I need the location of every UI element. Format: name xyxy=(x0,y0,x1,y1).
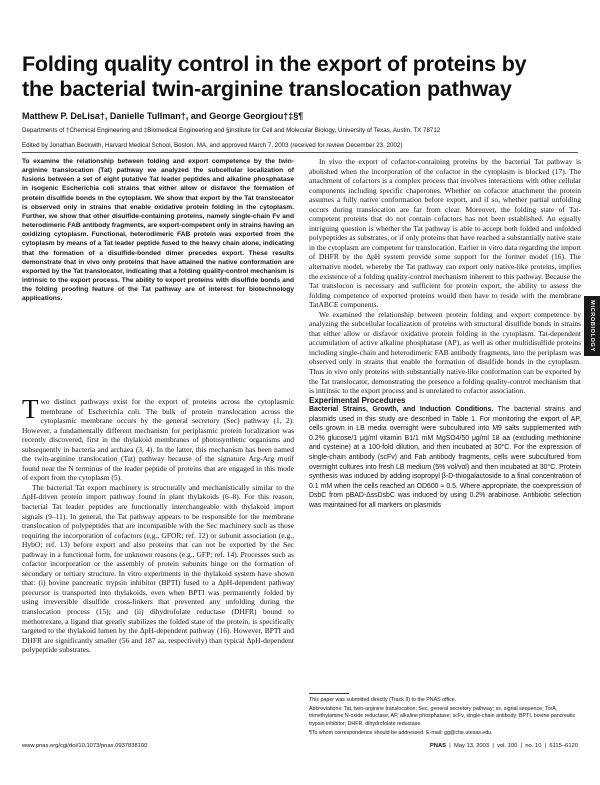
issue-date: May 13, 2003 xyxy=(453,743,490,749)
edited-by-line: Edited by Jonathan Beckwith, Harvard Medical School, Boston, MA, and approved March 7, 2003 (received for review December 23, 2002) xyxy=(22,142,403,149)
header-divider xyxy=(22,152,578,153)
methods-paragraph xyxy=(309,405,581,510)
footnote-direct-submission: This paper was submitted directly (Track II) to the PNAS office. xyxy=(309,697,457,703)
intro-paragraph-2: The bacterial Tat export machinery is structurally and mechanistically similar to the ΔpH-driven protein import pathway found in plant thylakoids (6–8). For this reason, bacterial Tat leader peptides are functionally interchangeable with thylakoid import signals (9–11). In general, the Tat pathway appears to be responsible for the membrane translocation of polypeptides that are incompatible with the Sec machinery such as those requiring the incorporation of cofactors (e.g., GFOR; ref. 12) or subunit association (e.g., HybO; ref. 13) before export and also proteins that can not be exported by the Sec pathway in a functional form, for unknown reasons (e.g., GFP; ref. 14). Processes such as cofactor incorporation or the assembly of protein subunits hinge on the formation of secondary or tertiary structure. In vitro experiments in the thylakoid system have shown that: (i) bovine pancreatic trypsin inhibitor (BPTI) fused to a ΔpH-dependent pathway precursor is transported into thylakoids, even when BPTI was permanently folded by using irreversible disulfide cross-linkers that prevented any unfolding during the translocation process (15); and (ii) dihydrofolate reductase (DHFR) bound to methotrexate, a ligand that greatly stabilizes the folded state of the protein, is specifically targeted to the thylakoid lumen by the ΔpH-dependent pathway (16). However, BPTI and DHFR are significantly smaller (56 and 187 aa, respectively) than typical ΔpH-dependent polypeptide substrates. xyxy=(22,482,294,655)
drop-cap: T xyxy=(22,394,39,424)
methods-run-in-heading: Bacterial Strains, Growth, and Induction Conditions. xyxy=(309,406,494,414)
footnotes xyxy=(309,697,581,739)
methods-text: The bacterial strains and plasmids used in this study are described in Table 1. For monitoring the export of AP, cells grown in LB media overnight were subcultured into M9 salts supplemented with 0.2% glucose/1 μg/ml vitamin B1/1 mM MgSO4/50 μg/ml 18 aa (excluding methionine and cysteine) at a 100-fold dilution, and then incubated at 30°C. For the expression of single-chain antibody (scFv) and Fab antibody fragments, cells were subcultured from overnight cultures into fresh LB medium (5% vol/vol) and then incubated at 30°C. Protein synthesis was induced by adding isopropyl β-D-thiogalactoside to a final concentration of 0.1 mM when the cells reached an OD600 ≈ 0.5. Where appropriate, the coexpression of DsbC from pBAD-ΔssDsbC was induced by using 0.2% arabinose. Antibiotic selection was maintained for all markers on plasmids xyxy=(309,406,581,509)
volume: vol. 100 xyxy=(497,743,518,749)
article-title: Folding quality control in the export of proteins by the bacterial twin-arginine translocation pathway xyxy=(22,52,527,101)
footnote-abbreviations: Abbreviations: Tat, twin-arginine translocation; Sec, general secretory pathway; ss, signal sequence; TorA, trimethylamine N-oxide reductase; AP, alkaline phosphatase; scFv, single-chain antibody; BPTI, bovine pancreatic trypsin inhibitor; DHFR, dihydrofolate reductase. xyxy=(309,706,576,727)
section-side-tab xyxy=(584,296,600,356)
intro-paragraph-4: We examined the relationship between protein folding and export competence by analyzing the subcellular localization of proteins with structural disulfide bonds in strains that either allow or disfavor oxidative protein folding in the cytoplasm. Tat-dependent accumulation of active alkaline phosphatase (AP), as well as other multidisulfide proteins including single-chain and heterodimeric FAB antibody fragments, into the periplasm was observed only in strains that enable the formation of disulfide bonds in the cytoplasm. Thus in vivo only proteins with substantially native-like conformation can be exported by the Tat translocator, demonstrating the presence a folding quality-control mechanism that is intrinsic to the export process and is unrelated to cofactor association. xyxy=(309,309,581,396)
page-range: 6115–6120 xyxy=(549,743,578,749)
doi-link[interactable]: www.pnas.org/cgi/doi/10.1073/pnas.0937838100 xyxy=(22,743,148,749)
section-heading: Experimental Procedures xyxy=(309,395,406,405)
issue-number: no. 10 xyxy=(525,743,542,749)
left-column-body xyxy=(22,394,294,655)
affiliations: Departments of †Chemical Engineering and ‡Biomedical Engineering and §Institute for Cell and Molecular Biology, University of Texas, Austin, TX 78712 xyxy=(22,127,441,134)
intro-paragraph-1-text: wo distinct pathways exist for the export of proteins across the cytoplasmic membrane of Escherichia coli. The bulk of protein translocation across the cytoplasmic membrane occurs by the general secretory (Sec) pathway (1, 2). However, a fundamentally different mechanism for periplasmic protein localization was recently discovered, first in the thylakoid membranes of photosynthetic organisms and subsequently in bacteria and archaea (3, 4). In the latter, this mechanism has been named the twin-arginine translocation (Tat) pathway because of the signature Arg-Arg motif found near the N terminus of the leader peptide of proteins that are engaged in this mode of export from the cytoplasm (5). xyxy=(22,397,294,483)
side-tab-label: MICROBIOLOGY xyxy=(589,300,595,352)
intro-paragraph-1 xyxy=(22,394,294,483)
intro-paragraph-3: In vivo the export of cofactor-containing proteins by the bacterial Tat pathway is abolished when the incorporation of the cofactor in the cytoplasm is blocked (17). The attachment of cofactors is a complex process that involves interactions with other cellular components including specific chaperones. Whether on cofactor attachment the protein assumes a fully native conformation before export, and if so, whether partial unfolding occurs during translocation are far from clear. Moreover, the folding state of Tat-competent proteins that do not contain cofactors has not been established. An equally intriguing question is whether the Tat pathway is able to accept both folded and unfolded polypeptides as substrates, or if only proteins that have reached a substantially native state in the cytoplasm are competent for translocation. Earlier in vitro data regarding the import of DHFR by the ΔpH system provide some support for the former model (16). The alternative model, whereby the Tat pathway can export only native-like proteins, implies the existence of a folding quality-control mechanism inherent to this pathway. Because the Tat translocon is necessary and sufficient for protein export, the ability to assess the folding competence of exported proteins would then have to reside with the membrane TatABCE components. xyxy=(309,157,581,310)
right-column-body xyxy=(309,157,581,510)
author-list: Matthew P. DeLisa†, Danielle Tullman†, and George Georgiou†‡§¶ xyxy=(22,111,304,121)
abstract: To examine the relationship between folding and export competence by the twin-arginine translocation (Tat) pathway we analyzed the subcellular localization of fusions between a set of eight putative Tat leader peptides and alkaline phosphatase in isogenic Escherichia coli strains that either allow or disfavor the formation of protein disulfide bonds in the cytoplasm. We show that export by the Tat translocator is observed only in strains that enable oxidative protein folding in the cytoplasm. Further, we show that other disulfide-containing proteins, namely single-chain Fv and heterodimeric FAB antibody fragments, are export-competent only in strains having an oxidizing cytoplasm. Functional, heterodimeric FAB protein was exported from the cytoplasm by means of a Tat leader peptide fused to the heavy chain alone, indicating that the formation of a disulfide-bonded dimer precedes export. These results demonstrate that in vivo only proteins that have attained the native conformation are exported by the Tat translocator, indicating that a folding quality-control mechanism is intrinsic to the export process. The ability to export proteins with disulfide bonds and the folding proofing feature of the Tat pathway are of interest for biotechnology applications. xyxy=(22,158,294,303)
citation-info: PNAS | May 13, 2003 | vol. 100 | no. 10 | 6115–6120 xyxy=(429,743,578,749)
page-footer xyxy=(22,741,578,751)
journal-name: PNAS xyxy=(429,743,447,749)
footnote-divider xyxy=(309,693,349,694)
methods-text-block xyxy=(309,405,581,510)
footnote-correspondence: ¶To whom correspondence should be addressed. E-mail: gg@che.utexas.edu. xyxy=(309,729,493,736)
